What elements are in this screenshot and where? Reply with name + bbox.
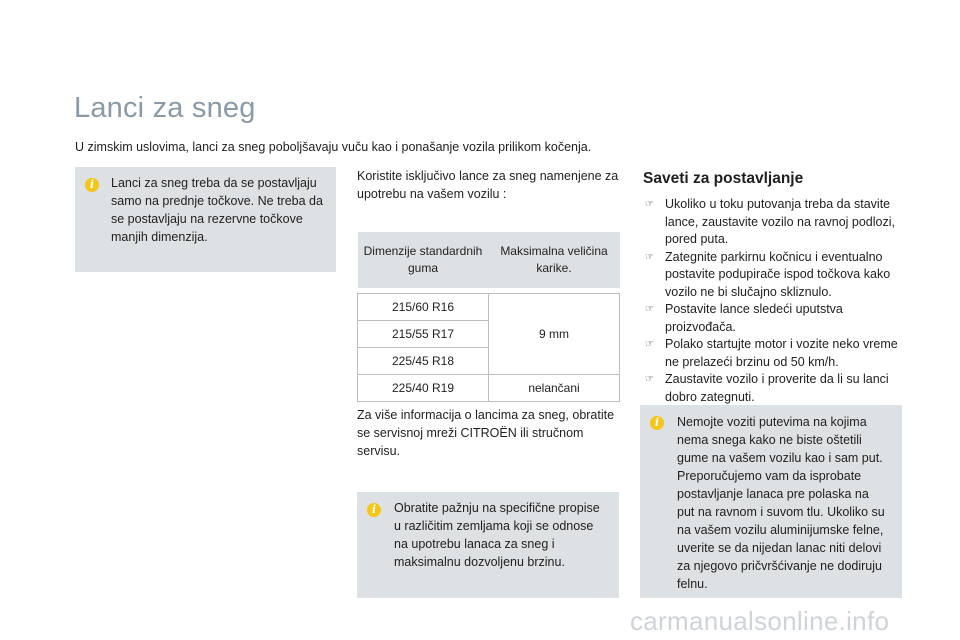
table-row: [358, 375, 620, 402]
tire-size-cell: 215/60 R16: [358, 294, 489, 321]
info-note-text: Obratite pažnju na specifične propise u različitim zemljama koji se odnose na upotrebu lanaca za sneg i maksimalnu dozvoljenu brzinu.: [394, 501, 600, 569]
tips-list: [643, 196, 905, 406]
table-header-tire-size: Dimenzije standardnih guma: [358, 232, 489, 288]
table-header-row: [358, 232, 620, 288]
pointing-hand-icon: ☞: [645, 339, 654, 350]
page-title: Lanci za sneg: [74, 92, 256, 124]
chains-usage-text: Koristite isključivo lance za sneg namenjene za upotrebu na vašem vozilu :: [357, 169, 619, 201]
list-item: ☞ Polako startujte motor i vozite neko vreme ne prelazeći brzinu od 50 km/h.: [645, 337, 898, 369]
pointing-hand-icon: ☞: [645, 374, 654, 385]
link-size-cell: nelančani: [489, 375, 620, 402]
info-note-text: Lanci za sneg treba da se postavljaju samo na prednje točkove. Ne treba da se postavljaju na rezervne točkove manjih dimenzija.: [111, 176, 323, 244]
info-note-driving: [640, 405, 902, 598]
tips-heading: Saveti za postavljanje: [643, 170, 804, 187]
list-item: ☞ Postavite lance sledeći uputstva proizvođača.: [645, 302, 843, 334]
tire-size-cell: 225/45 R18: [358, 348, 489, 375]
tire-size-cell: 225/40 R19: [358, 375, 489, 402]
tire-chain-table: [357, 232, 620, 402]
list-item: ☞ Ukoliko u toku putovanja treba da stavite lance, zaustavite vozilo na ravnoj podlozi, pored puta.: [645, 197, 895, 246]
info-note-text: Nemojte voziti putevima na kojima nema snega kako ne biste oštetili gume na vašem vozilu kao i sam put. Preporučujemo vam da isprobate postavljanje lanaca pre polaska na put na ravnom i suvom tlu. Ukoliko su na vašem vozilu aluminijumske felne, uverite se da nijedan lanac niti delovi za njegovo pričvršćivanje ne dodiruju felnu.: [677, 415, 885, 591]
more-info-text: Za više informacija o lancima za sneg, obratite se servisnoj mreži CITROËN ili stručnom servisu.: [357, 408, 615, 458]
table-row: [358, 294, 620, 321]
link-size-cell: 9 mm: [489, 294, 620, 375]
table-header-link-size: Maksimalna veličina karike.: [489, 232, 620, 288]
list-item: ☞ Zaustavite vozilo i proverite da li su lanci dobro zategnuti.: [645, 372, 889, 404]
info-icon: i: [367, 503, 381, 517]
pointing-hand-icon: ☞: [645, 199, 654, 210]
info-icon: i: [85, 178, 99, 192]
intro-text: U zimskim uslovima, lanci za sneg poboljšavaju vuču kao i ponašanje vozila prilikom kočenja.: [75, 140, 592, 154]
pointing-hand-icon: ☞: [645, 251, 654, 263]
info-note-front-wheels: [75, 167, 336, 272]
pointing-hand-icon: ☞: [645, 304, 654, 315]
info-note-regulations: [357, 492, 619, 598]
tire-size-cell: 215/55 R17: [358, 321, 489, 348]
list-item: ☞ Zategnite parkirnu kočnicu i eventualno postavite podupirače ispod točkova kako vozilo ne bi slučajno skliznulo.: [645, 249, 891, 299]
watermark: carmanualsonline.info: [630, 606, 890, 636]
info-icon: i: [650, 416, 664, 430]
